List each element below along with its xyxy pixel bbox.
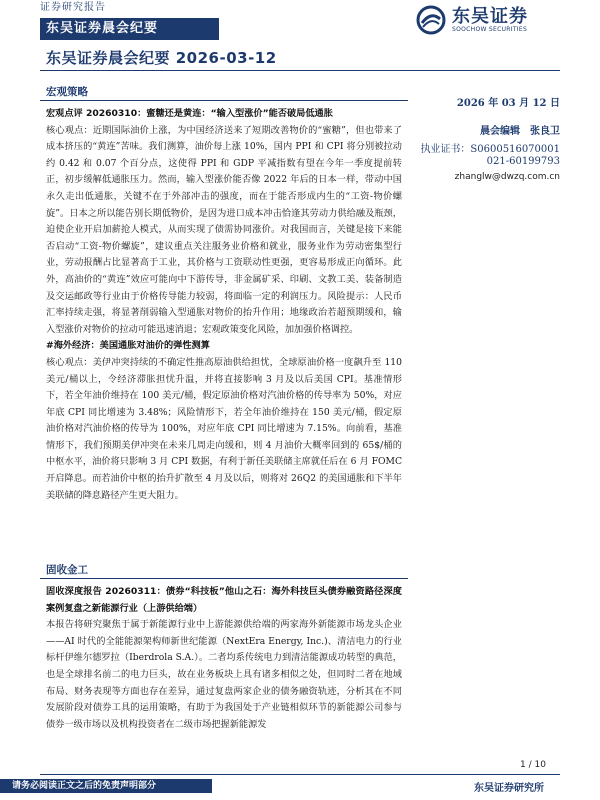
macro-content: [46, 106, 402, 504]
section-heading-fixed-income: 固收金工: [46, 564, 88, 576]
report-date: 2026 年 03 月 12 日: [456, 98, 560, 109]
macro-item-2-body: 核心观点：美伊冲突持续的不确定性推高原油供给担忧，全球原油价格一度飙升至 110 美元/桶以上，令经济滞胀担忧升温，并将直接影响 3 月及以后美国 CPI。基准情形下，若全年油价维持在 100 美元/桶，假定原油价格对汽油价格的传导率为 50%，对应年底 CPI 同比增速为 3.48%；风险情形下，若全年油价维持在 150 美元/桶，假定原油价格对汽油价格的传导为 100%，对应年底 CPI 同比增速为 7.15%。向前看，基准情形下，我们预期美伊冲突在未来几周走向缓和，则 4 月油价大概率回到的 65$/桶的中枢水平，油价将只影响 3 月 CPI 数据，有利于新任美联储主席就任后在 6 月 FOMC 开启降息。而若油价中枢的抬升扩散至 4 月及以后，则将对 26Q2 的美国通胀和下半年美联储的降息路径产生更大阻力。: [46, 356, 402, 501]
fixed-income-content: [46, 584, 402, 733]
contact-phone: 021-60199793: [486, 156, 560, 167]
soochow-logo-icon: [416, 5, 446, 35]
logo-subtitle: SOOCHOW SECURITIES: [452, 26, 528, 33]
fixed-income-item-1-title: 固收深度报告 20260311：债券“科技板”他山之石：海外科技巨头债券融资路径深度案例复盘之新能源行业（上游供给端）: [46, 586, 402, 614]
disclaimer-notice: 请务必阅读正文之后的免责声明部分: [0, 779, 212, 793]
title-divider: [40, 70, 560, 71]
license-number: 执业证书：S0600516070001: [420, 144, 560, 155]
section-divider-macro: [40, 100, 408, 101]
macro-item-1-title: 宏观点评 20260310：蜜糖还是黄连：“输入型涨价”能否破局低通胀: [46, 108, 333, 119]
header-band: 东吴证券晨会纪要: [40, 18, 219, 40]
footer-divider: [40, 774, 560, 775]
section-divider-fixed-income: [40, 578, 408, 579]
editor-name: 晨会编辑 张良卫: [480, 126, 560, 137]
macro-item-1-body: 核心观点：近期国际油价上涨，为中国经济送来了短期改善物价的“蜜糖”，但也带来了成本挤压的“黄连”苦味。我们测算，油价每上涨 10%，国内 PPI 和 CPI 将分别被拉动约 0.42 和 0.07 个百分点，这使得 PPI 和 GDP 平减指数有望在今年一季度提前转正，初步缓解低通胀压力。然而，输入型涨价能否像 2022 年后的日本一样，带动中国永久走出低通胀，关键不在于外部冲击的强度，而在于能否形成内生的“工资-物价螺旋”。日本之所以能告别长期低物价，是因为进口成本冲击恰逢其劳动力供给融及瓶颈，迫使企业开启加薪抢人模式，从而实现了债需协同涨价。对我国而言，关键是接下来能否启动“工资-物价螺旋”，建议重点关注服务业价格和就业，服务业作为劳动密集型行业，劳动报酬占比显著高于工业，其价格与工资联动性更强，更容易形成正向循环。此外，高油价的“黄连”效应可能向中下游传导，非金属矿采、印刷、文教工美、装备制造及交运邮政等行业由于价格传导能力较弱，将面临一定的利润压力。风险提示：人民币汇率持续走强，将显著削弱输入型通胀对物价的抬升作用；地缘政治若超预期缓和，输入型涨价对物价的拉动可能迅速消退；宏观政策变化风险，加加强价格调控。: [46, 124, 402, 335]
contact-email: zhanglw@dwzq.com.cn: [454, 172, 560, 182]
company-logo: [416, 2, 566, 38]
page-title: 东吴证券晨会纪要 2026-03-12: [46, 49, 277, 67]
report-category: 证券研究报告: [40, 2, 106, 13]
page-number: 1 / 10: [520, 760, 546, 770]
macro-item-2-title: #海外经济：美国通胀对油价的弹性测算: [46, 340, 210, 352]
fixed-income-item-1-body: 本报告将研究聚焦于属于新能源行业中上游能源供给端的两家海外新能源市场龙头企业——AI 时代的全能能源架构师新世纪能源（NextEra Energy, Inc.)、清洁电力的行业标杆伊维尔德罗拉（Iberdrola S.A.）。二者均系传统电力到清洁能源成功转型的典范，也是全球排名前二的电力巨头，故在业务板块上具有诸多相似之处，但同时二者在地域布局、财务表现等方面也存在差异，通过复盘两家企业的债务融资轨迹，分析其在不同发展阶段对债券工具的运用策略，有助于为我国处于产业链相似环节的新能源公司参与债券一级市场以及机构投资者在二级市场把握新能源发: [46, 619, 402, 730]
section-heading-macro: 宏观策略: [46, 86, 88, 98]
logo-name: 东吴证券: [452, 6, 528, 27]
footer-organization: 东吴证券研究所: [474, 783, 544, 794]
